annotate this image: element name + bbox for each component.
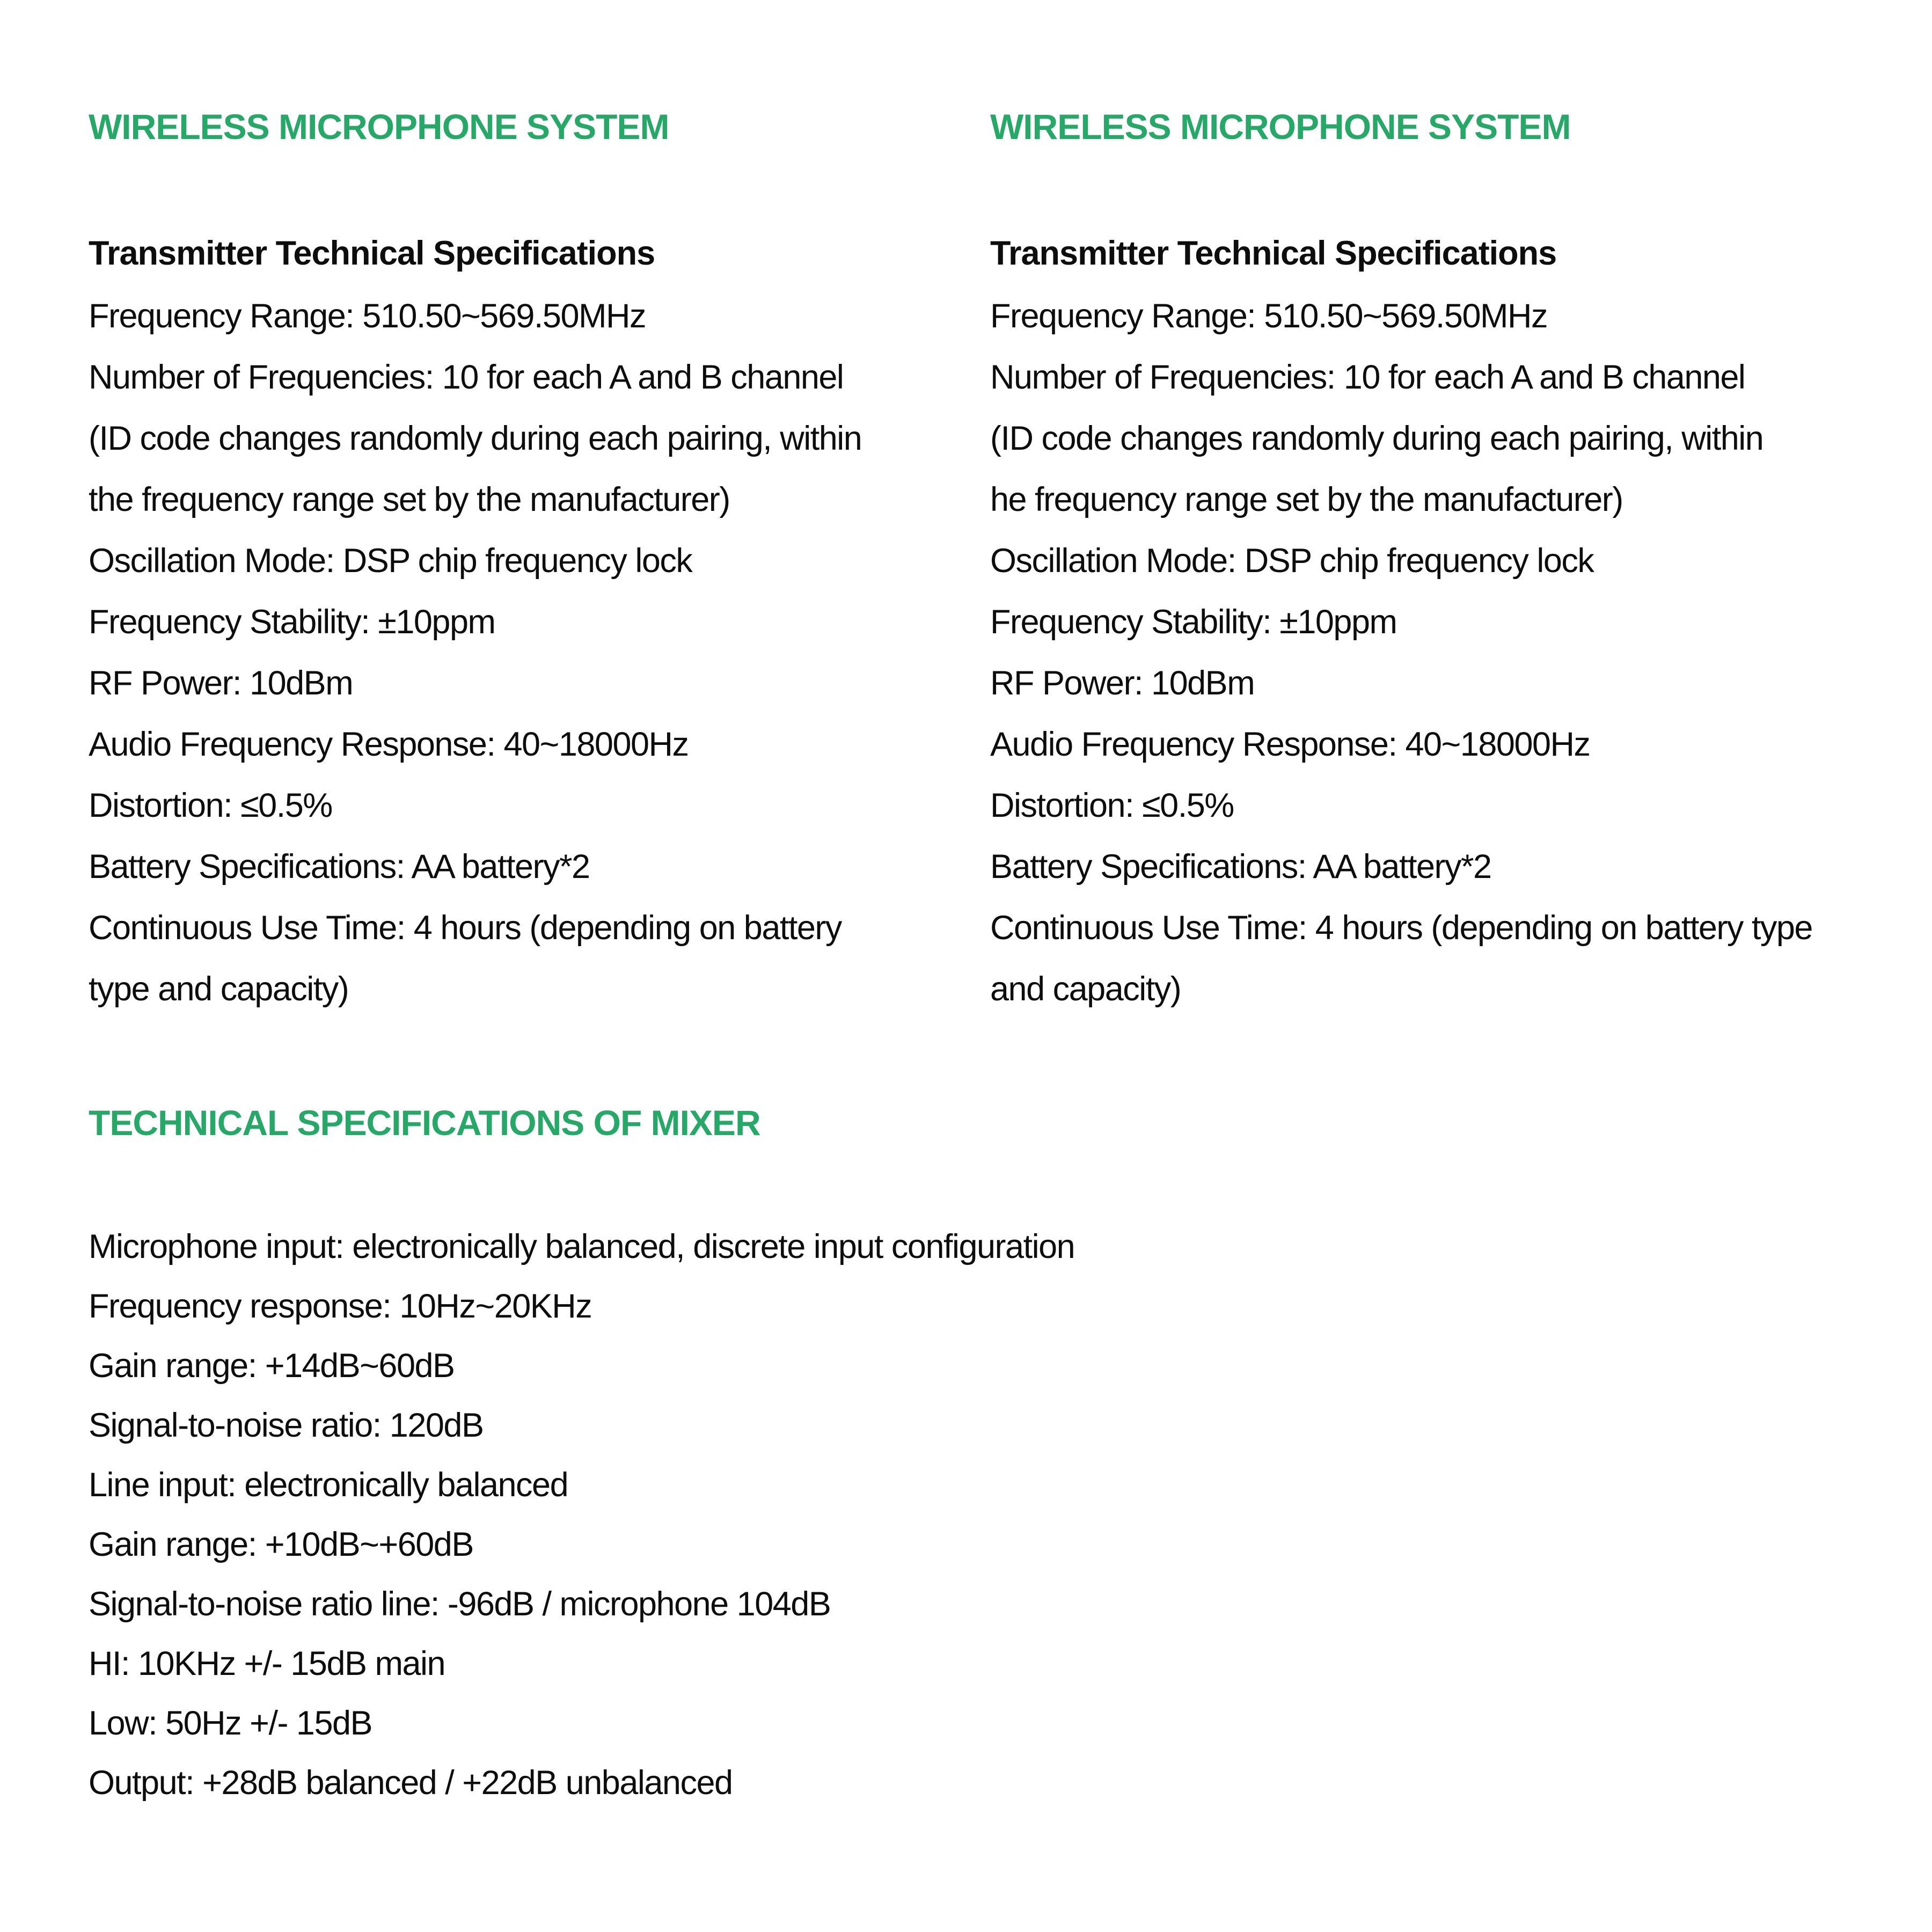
- spec-line: Line input: electronically balanced: [89, 1466, 568, 1504]
- spec-line: Low: 50Hz +/- 15dB: [89, 1704, 372, 1742]
- spec-line: (ID code changes randomly during each pairing, within: [89, 420, 862, 457]
- transmitter-spec-list-left: [89, 286, 974, 1020]
- spec-line: Frequency Stability: ±10ppm: [89, 603, 495, 641]
- spec-line: Continuous Use Time: 4 hours (depending on battery: [89, 909, 841, 947]
- wireless-left-column: [89, 0, 974, 1020]
- spec-line: Frequency Range: 510.50~569.50MHz: [89, 297, 646, 335]
- spec-line: Oscillation Mode: DSP chip frequency lock: [89, 542, 692, 580]
- spec-line: Audio Frequency Response: 40~18000Hz: [89, 726, 689, 763]
- spec-line: Battery Specifications: AA battery*2: [990, 848, 1491, 885]
- mixer-section: [89, 1103, 1843, 1813]
- transmitter-specs-subheading-left: Transmitter Technical Specifications: [89, 235, 655, 272]
- spec-line: Battery Specifications: AA battery*2: [89, 848, 590, 885]
- spec-line: he frequency range set by the manufacturer): [990, 481, 1623, 518]
- spec-line: Frequency response: 10Hz~20KHz: [89, 1287, 592, 1325]
- spec-line: Distortion: ≤0.5%: [89, 787, 332, 824]
- mixer-spec-list: [89, 1217, 1843, 1813]
- spec-line: Output: +28dB balanced / +22dB unbalanced: [89, 1764, 733, 1802]
- spec-line: Signal-to-noise ratio: 120dB: [89, 1407, 484, 1444]
- spec-line: RF Power: 10dBm: [89, 664, 353, 702]
- spec-line: Gain range: +14dB~60dB: [89, 1347, 455, 1385]
- transmitter-specs-subheading-right: Transmitter Technical Specifications: [990, 235, 1557, 272]
- spec-line: Number of Frequencies: 10 for each A and B channel: [990, 358, 1745, 396]
- spec-line: Microphone input: electronically balanced, discrete input configuration: [89, 1228, 1075, 1265]
- spec-line: Frequency Stability: ±10ppm: [990, 603, 1397, 641]
- spec-line: and capacity): [990, 970, 1181, 1008]
- mixer-heading: TECHNICAL SPECIFICATIONS OF MIXER: [89, 1103, 760, 1143]
- spec-line: (ID code changes randomly during each pairing, within: [990, 420, 1763, 457]
- spec-line: Frequency Range: 510.50~569.50MHz: [990, 297, 1547, 335]
- spec-line: HI: 10KHz +/- 15dB main: [89, 1645, 445, 1682]
- transmitter-spec-list-right: [990, 286, 1929, 1020]
- spec-line: Gain range: +10dB~+60dB: [89, 1526, 473, 1563]
- spec-line: Signal-to-noise ratio line: -96dB / microphone 104dB: [89, 1585, 831, 1623]
- spec-line: Audio Frequency Response: 40~18000Hz: [990, 726, 1590, 763]
- wireless-left-heading: WIRELESS MICROPHONE SYSTEM: [89, 107, 669, 147]
- wireless-right-column: [990, 0, 1929, 1020]
- spec-line: Number of Frequencies: 10 for each A and B channel: [89, 358, 844, 396]
- spec-line: Continuous Use Time: 4 hours (depending on battery type: [990, 909, 1812, 947]
- spec-line: type and capacity): [89, 970, 349, 1008]
- wireless-right-heading: WIRELESS MICROPHONE SYSTEM: [990, 107, 1571, 147]
- spec-line: the frequency range set by the manufacturer): [89, 481, 730, 518]
- spec-line: Distortion: ≤0.5%: [990, 787, 1234, 824]
- spec-line: RF Power: 10dBm: [990, 664, 1255, 702]
- spec-line: Oscillation Mode: DSP chip frequency lock: [990, 542, 1594, 580]
